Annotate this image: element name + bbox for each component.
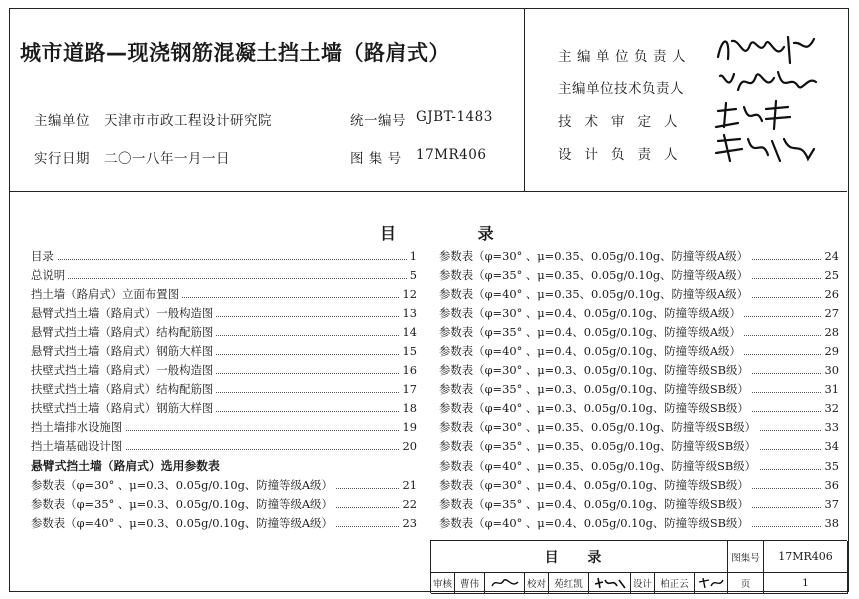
toc-entry-page: 13: [400, 304, 418, 323]
unified-no: GJBT-1483: [416, 109, 493, 125]
toc-entry-text: 悬臂式挡土墙（路肩式）结构配筋图: [31, 325, 216, 339]
toc-entry[interactable]: [31, 247, 417, 266]
toc-entry[interactable]: [31, 342, 417, 361]
toc-entry-text: 挡土墙（路肩式）立面布置图: [31, 287, 182, 301]
handwritten-signature: [710, 31, 820, 67]
atlas-no: 17MR406: [416, 147, 487, 163]
toc-entry-page: 25: [822, 266, 840, 285]
toc-entry-text: 参数表（φ=30° 、μ=0.3、0.05g/0.10g、防撞等级SB级）: [439, 363, 752, 377]
drawing-frame: [9, 8, 849, 592]
signature-row: [558, 143, 690, 163]
toc-entry-text: 参数表（φ=40° 、μ=0.3、0.05g/0.10g、防撞等级A级）: [31, 516, 336, 530]
toc-entry-page: 31: [822, 380, 840, 399]
toc-entry-page: 36: [822, 476, 840, 495]
toc-entry[interactable]: [31, 399, 417, 418]
toc-entry-page: 21: [400, 476, 418, 495]
toc-entry-text: 参数表（φ=40° 、μ=0.35、0.05g/0.10g、防撞等级A级）: [439, 287, 751, 301]
toc-entry[interactable]: [439, 361, 839, 380]
toc-entry-page: 16: [400, 361, 418, 380]
toc-entry[interactable]: [439, 247, 839, 266]
toc-entry-page: 5: [407, 266, 417, 285]
toc-entry[interactable]: [439, 457, 839, 476]
toc-entry-page: 35: [822, 457, 840, 476]
toc-entry[interactable]: [439, 495, 839, 514]
toc-entry[interactable]: [439, 266, 839, 285]
handwritten-signature: [710, 97, 820, 133]
toc-entry-text: 参数表（φ=30° 、μ=0.35、0.05g/0.10g、防撞等级A级）: [439, 249, 751, 263]
toc-entry-text: 参数表（φ=40° 、μ=0.4、0.05g/0.10g、防撞等级A级）: [439, 344, 744, 358]
toc-entry-text: 参数表（φ=40° 、μ=0.35、0.05g/0.10g、防撞等级SB级）: [439, 459, 759, 473]
toc-entry[interactable]: [31, 285, 417, 304]
toc-entry-page: 32: [822, 399, 840, 418]
toc-entry-text: 扶壁式挡土墙（路肩式）钢筋大样图: [31, 401, 216, 415]
signature-row: [558, 45, 690, 65]
toc-entry-text: 参数表（φ=35° 、μ=0.4、0.05g/0.10g、防撞等级SB级）: [439, 497, 752, 511]
toc-left-column: [31, 247, 417, 533]
toc-entry-page: 23: [400, 514, 418, 533]
check-label: 校对: [525, 573, 549, 594]
toc-entry-page: 29: [822, 342, 840, 361]
editor-unit: 天津市市政工程设计研究院: [104, 113, 272, 129]
toc-entry-page: 37: [822, 495, 840, 514]
title-block: [430, 540, 847, 593]
signature-row: [558, 110, 690, 130]
toc-entry[interactable]: [31, 514, 417, 533]
atlas-no: 17MR406: [764, 541, 848, 573]
toc-entry[interactable]: [31, 266, 417, 285]
handwritten-signature: [710, 131, 820, 167]
toc-entry-page: 18: [400, 399, 418, 418]
sheet-title: 目 录: [431, 541, 728, 573]
toc-entry[interactable]: [31, 304, 417, 323]
toc-entry-text: 悬臂式挡土墙（路肩式）一般构造图: [31, 306, 216, 320]
toc-entry-text: 参数表（φ=40° 、μ=0.4、0.05g/0.10g、防撞等级SB级）: [439, 516, 752, 530]
toc-entry[interactable]: [439, 418, 839, 437]
toc-entry[interactable]: [31, 361, 417, 380]
toc-entry-page: 17: [400, 380, 418, 399]
signature-row: [558, 77, 690, 97]
toc-entry-page: 19: [400, 418, 418, 437]
designer-name: 柏正云: [655, 573, 695, 594]
toc-entry[interactable]: [439, 514, 839, 533]
toc-entry-text: 参数表（φ=30° 、μ=0.4、0.05g/0.10g、防撞等级SB级）: [439, 478, 752, 492]
atlas-no-label: 图 集 号: [350, 151, 402, 167]
toc-section-heading: [31, 457, 417, 476]
toc-entry-page: 30: [822, 361, 840, 380]
toc-entry-page: 12: [400, 285, 418, 304]
editor-unit-label: 主编单位: [34, 113, 90, 129]
toc-entry[interactable]: [439, 399, 839, 418]
toc-entry-page: 26: [822, 285, 840, 304]
handwritten-signature: [490, 576, 520, 590]
toc-entry-page: 33: [822, 418, 840, 437]
toc-entry[interactable]: [31, 380, 417, 399]
signature-role: 设计负责人: [558, 147, 691, 163]
checker-signature: [589, 573, 631, 594]
toc-entry[interactable]: [439, 323, 839, 342]
toc-entry-text: 挡土墙基础设计图: [31, 439, 125, 453]
atlas-no-label: 图集号: [728, 541, 764, 573]
checker-name: 苑红凯: [549, 573, 589, 594]
toc-entry-page: 15: [400, 342, 418, 361]
toc-entry-page: 38: [822, 514, 840, 533]
toc-entry-text: 目录: [31, 249, 57, 263]
toc-entry[interactable]: [31, 418, 417, 437]
page-label: 页: [728, 573, 764, 594]
toc-entry-text: 悬臂式挡土墙（路肩式）钢筋大样图: [31, 344, 216, 358]
toc-entry[interactable]: [439, 304, 839, 323]
signature-role: 主编单位技术负责人: [558, 81, 684, 97]
toc-entry-text: 总说明: [31, 268, 68, 282]
toc-entry[interactable]: [439, 285, 839, 304]
handwritten-signature: [710, 64, 820, 100]
toc-entry-page: 14: [400, 323, 418, 342]
toc-entry-text: 挡土墙排水设施图: [31, 420, 125, 434]
effective-date: 二〇一八年一月一日: [104, 151, 230, 167]
signature-role: 主编单位负责人: [558, 49, 691, 65]
toc-entry-text: 参数表（φ=35° 、μ=0.3、0.05g/0.10g、防撞等级A级）: [31, 497, 336, 511]
toc-entry[interactable]: [31, 323, 417, 342]
toc-entry-text: 悬臂式挡土墙（路肩式）选用参数表: [31, 459, 223, 473]
toc-entry-text: 参数表（φ=30° 、μ=0.4、0.05g/0.10g、防撞等级A级）: [439, 306, 744, 320]
signature-role: 技术审定人: [558, 114, 691, 130]
header-info: [10, 9, 525, 192]
reviewer-signature: [485, 573, 525, 594]
toc-entry-page: 34: [822, 437, 840, 456]
toc-entry-page: 28: [822, 323, 840, 342]
toc-entry[interactable]: [31, 476, 417, 495]
document-title: 城市道路—现浇钢筋混凝土挡土墙（路肩式）: [20, 41, 450, 65]
effective-date-label: 实行日期: [34, 151, 90, 167]
toc-entry[interactable]: [439, 342, 839, 361]
design-label: 设计: [631, 573, 655, 594]
toc-entry-text: 参数表（φ=40° 、μ=0.3、0.05g/0.10g、防撞等级SB级）: [439, 401, 752, 415]
toc-entry-text: 参数表（φ=35° 、μ=0.3、0.05g/0.10g、防撞等级SB级）: [439, 382, 752, 396]
toc-right-column: [439, 247, 839, 533]
handwritten-signature: [593, 576, 627, 590]
toc-entry[interactable]: [439, 476, 839, 495]
toc-entry-page: 24: [822, 247, 840, 266]
toc-entry-page: 20: [400, 437, 418, 456]
review-label: 审核: [431, 573, 455, 594]
toc-entry-text: 参数表（φ=35° 、μ=0.4、0.05g/0.10g、防撞等级A级）: [439, 325, 744, 339]
page-number: 1: [764, 573, 848, 594]
toc-entry[interactable]: [31, 495, 417, 514]
toc-entry-text: 扶壁式挡土墙（路肩式）结构配筋图: [31, 382, 216, 396]
reviewer-name: 曹伟: [455, 573, 485, 594]
toc-entry-text: 扶壁式挡土墙（路肩式）一般构造图: [31, 363, 216, 377]
toc-entry[interactable]: [31, 437, 417, 456]
toc-title: 目 录: [380, 224, 532, 243]
designer-signature: [695, 573, 728, 594]
toc-entry-page: 1: [407, 247, 417, 266]
toc-entry-text: 参数表（φ=30° 、μ=0.3、0.05g/0.10g、防撞等级A级）: [31, 478, 336, 492]
handwritten-signature: [697, 576, 725, 590]
toc-entry[interactable]: [439, 437, 839, 456]
toc-entry[interactable]: [439, 380, 839, 399]
toc-entry-text: 参数表（φ=35° 、μ=0.35、0.05g/0.10g、防撞等级A级）: [439, 268, 751, 282]
toc-entry-text: 参数表（φ=35° 、μ=0.35、0.05g/0.10g、防撞等级SB级）: [439, 439, 759, 453]
toc-entry-page: 22: [400, 495, 418, 514]
unified-no-label: 统一编号: [350, 113, 406, 129]
toc-entry-text: 参数表（φ=30° 、μ=0.35、0.05g/0.10g、防撞等级SB级）: [439, 420, 759, 434]
toc-entry-page: 27: [822, 304, 840, 323]
